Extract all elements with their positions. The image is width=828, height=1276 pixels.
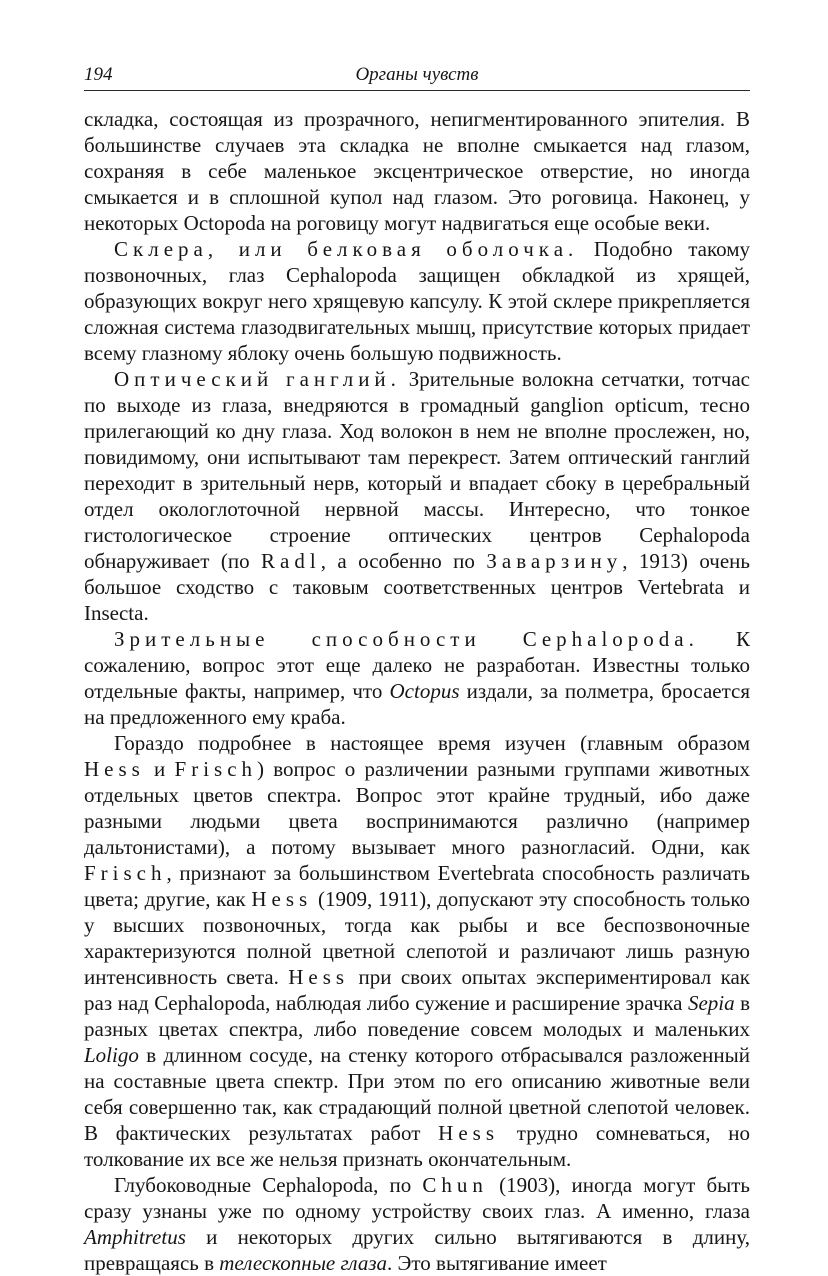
italic-term: телескопные глаза [219,1251,388,1275]
text-run: ) вопрос о различении разными группами животных отдельных цветов спектра. Вопрос этот крайне трудный, ибо даже разными людьми цвета воспринимаются различно (например дальтонистами), а потому вызывает много разногласий. Одни, как [84,757,750,859]
page-number: 194 [84,64,113,85]
page-header [84,62,750,91]
italic-term: Amphitretus [84,1225,186,1249]
text-run: в длинном сосуде, на стенку которого отбрасывался разложенный на составные цвета спектр. При этом по его описанию животные вели себя совершенно так, как страдающий полной цветной слепотой человек. В фактических результатах работ [84,1043,750,1145]
text-run: издали, за полметра, бросается на предложенного ему краба. [84,679,750,729]
spaced-emphasis: Chun [422,1173,488,1197]
spaced-emphasis: Hess [288,965,350,989]
text-run: и [144,757,175,781]
text-run: (1909, 1911), допускают эту способность только у высших позвоночных, тогда как рыбы и все беспозвоночные характеризуются полной цветной слепотой и различают лишь разную интенсивность света. [84,887,750,989]
text-run: , а особенно по [320,549,487,573]
paragraph [84,366,750,626]
text-run: (1903), иногда могут быть сразу узнаны уже по одному устройству своих глаз. А именно, глаза [84,1173,750,1223]
spaced-emphasis: Frisch [174,757,258,781]
spaced-emphasis: Frisch [84,861,167,885]
spaced-emphasis: Зрительные способности Cephalopoda. [114,627,699,651]
text-run: в разных цветах спектра, либо поведение совсем молодых и маленьких [84,991,750,1041]
text-run: при своих опытах экспериментировал как раз над Cephalopoda, наблюдая либо сужение и расширение зрачка [84,965,750,1015]
spaced-emphasis: Заварзину [486,549,623,573]
text-run: , 1913) очень большое сходство с таковым соответственных центров Vertebrata и Insecta. [84,549,750,625]
spaced-emphasis: Radl [261,549,321,573]
body-text [84,106,750,1276]
text-run: Подобно такому позвоночных, глаз Cephalopoda защищен обкладкой из хрящей, образующих вокруг него хрящевую капсулу. К этой склере прикрепляется сложная система глазодвигательных мышц, присутствие которых придает всему глазному яблоку очень большую подвижность. [84,237,750,365]
spaced-emphasis: Оптический ганглий. [114,367,401,391]
text-run: трудно сомневаться, но толкование их все же нельзя признать окончательным. [84,1121,750,1171]
text-run: и некоторых других сильно вытягиваются в длину, превращаясь в [84,1225,750,1275]
text-run: . Это вытягивание имеет [387,1251,607,1275]
paragraph [84,626,750,730]
italic-term: Sepia [687,991,735,1015]
running-title: Органы чувств [355,64,479,85]
text-run: К сожалению, вопрос этот еще далеко не разработан. Известны только отдельные факты, например, что [84,627,751,703]
paragraph [84,1172,750,1276]
spaced-emphasis: Склера, или белковая оболочка. [114,237,579,261]
text-run: Глубоководные Cephalopoda, по [114,1173,423,1197]
paragraph [84,236,750,366]
text-run: Зрительные волокна сетчатки, тотчас по выходе из глаза, внедряются в громадный ganglion opticum, тесно прилегающий ко дну глаза. Ход волокон в нем не вполне прослежен, но, повидимому, они испытывают там перекрест. Затем оптический ганглий переходит в зрительный нерв, который и впадает сбоку в церебральный отдел окологлоточной нервной массы. Интересно, что тонкое гистологическое строение оптических центров Cephalopoda обнаруживает (по [84,367,750,573]
spaced-emphasis: Hess [438,1121,500,1145]
paragraph [84,730,750,1172]
spaced-emphasis: Hess [84,757,145,781]
text-run: , признают за большинством Evertebrata способность различать цвета; другие, как [84,861,750,911]
text-run: Гораздо подробнее в настоящее время изучен (главным образом [114,731,750,755]
text-run: складка, состоящая из прозрачного, непигментированного эпителия. В большинстве случаев эта складка не вполне смыкается над глазом, сохраняя в себе маленькое эксцентрическое отверстие, но иногда смыкается и в сплошной купол над глазом. Это роговица. Наконец, у некоторых Octopoda на роговицу могут надвигаться еще особые веки. [84,107,750,235]
paragraph [84,106,750,236]
spaced-emphasis: Hess [251,887,313,911]
italic-term: Octopus [389,679,460,703]
italic-term: Loligo [84,1043,139,1067]
